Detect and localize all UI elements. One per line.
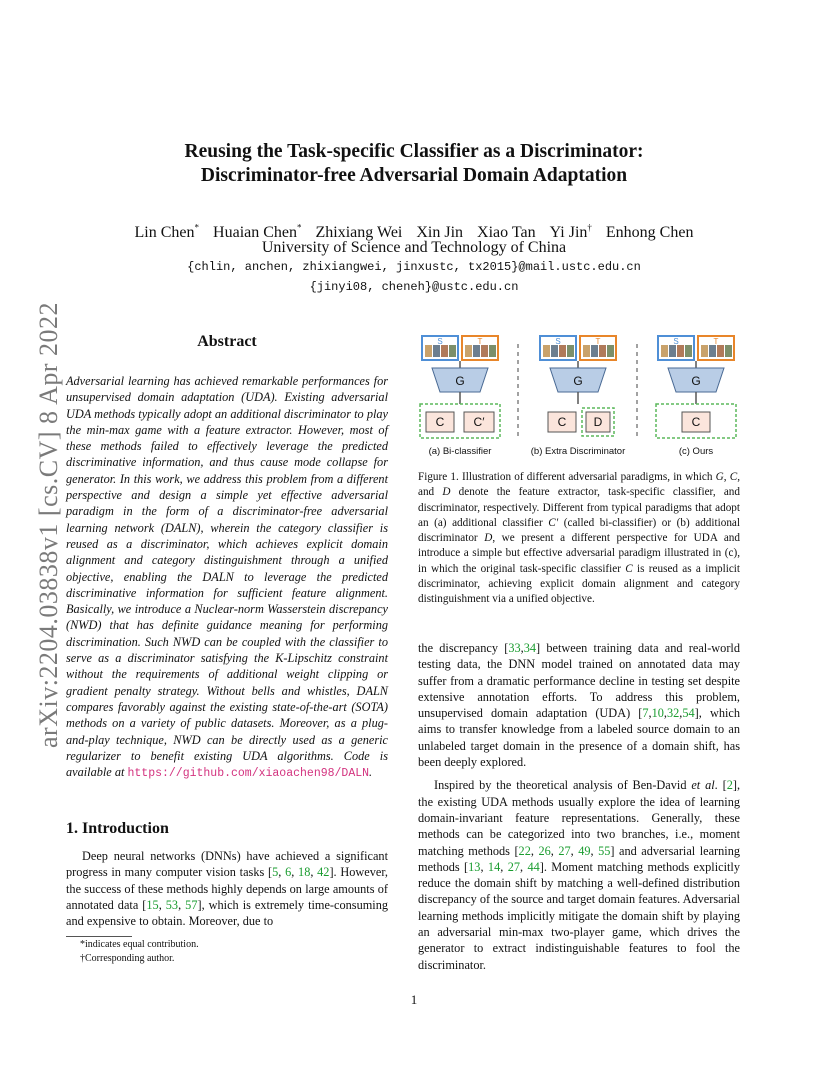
text-run: , xyxy=(519,859,528,874)
thumbnail-image xyxy=(425,345,432,357)
math-symbol: D xyxy=(442,486,451,499)
title-line-2: Discriminator-free Adversarial Domain Adaptation xyxy=(200,165,628,186)
text-run: (called bi-classifier) or (b) additional discriminator xyxy=(418,516,740,545)
text-run: , xyxy=(723,471,730,483)
thumbnail-image xyxy=(567,345,574,357)
citation-link[interactable]: 44 xyxy=(527,859,540,874)
text-run: ], the existing UDA methods usually explore the idea of learning domain-invariant feature representations. Generally, these methods can be categorized into two branches, i.e., moment matching methods [ xyxy=(418,778,741,858)
panel-a xyxy=(420,336,500,457)
arxiv-id: arXiv:2204.03838v1 [cs.CV] 8 Apr 2022 xyxy=(34,301,63,749)
text-run: , xyxy=(550,843,559,858)
author-mark: * xyxy=(297,223,302,233)
text-run: , xyxy=(480,859,488,874)
author-mark: * xyxy=(194,223,200,233)
generator-label: G xyxy=(455,374,465,388)
author-name: Yi Jin† xyxy=(549,223,592,242)
text-run: the discrepancy [ xyxy=(418,641,509,655)
text-run: ], which aims to transfer knowledge from a labeled source domain to an unlabeled target domain in the presence of a domain shift, has been deeply explored. xyxy=(418,706,741,770)
text-run: Inspired by the theoretical analysis of Ben-David xyxy=(434,778,692,793)
affiliation: University of Science and Technology of China xyxy=(261,239,567,256)
abstract-heading: Abstract xyxy=(197,333,257,350)
citation-link[interactable]: 54 xyxy=(682,706,695,721)
text-run: , xyxy=(520,641,524,655)
text-run: , we present a different perspective for UDA and introduce a simple but effective adversarial paradigm illustrated in (c), in which the original task-specific classifier xyxy=(418,532,740,575)
thumbnail-image xyxy=(677,345,684,357)
text-run: Deep neural networks (DNNs) have achieved a significant progress in many computer vision tasks [ xyxy=(66,849,388,880)
title-line-1: Reusing the Task-specific Classifier as a Discriminator: xyxy=(184,141,644,162)
classifier-prime-label: C′ xyxy=(473,415,485,429)
paragraph-discrepancy xyxy=(418,640,740,770)
citation-link[interactable]: 15 xyxy=(146,897,159,912)
citation-link[interactable]: 33 xyxy=(508,641,521,655)
citation-link[interactable]: 2 xyxy=(726,778,733,793)
thumbnail-image xyxy=(717,345,724,357)
thumbnail-image xyxy=(701,345,708,357)
subfigure-caption: (c) Ours xyxy=(678,446,714,457)
footnote-equal: *indicates equal contribution. xyxy=(80,939,199,950)
text-run: denote the feature extractor, task-specific classifier, and discriminator, respectively. Different from typical paradigms that adopt an (a) additional classifier xyxy=(418,486,740,529)
thumbnail-image xyxy=(441,345,448,357)
text-run: , xyxy=(158,897,166,912)
author-mark: † xyxy=(587,223,592,233)
target-domain-box-label: T xyxy=(595,337,601,346)
math-symbol: G xyxy=(715,471,724,483)
citation-link[interactable]: 49 xyxy=(578,843,591,858)
citation-link[interactable]: 22 xyxy=(518,843,531,858)
thumbnail-image xyxy=(591,345,598,357)
thumbnail-image xyxy=(661,345,668,357)
text-run: ] between training data and real-world testing data, the DNN model trained on annotated data may suffer from a dramatic performance decline in testing set despite extensive annotation efforts. To address this problem, unsupervised domain adaptation (UDA) [ xyxy=(418,641,740,721)
thumbnail-image xyxy=(725,345,732,357)
text-run: , xyxy=(530,843,539,858)
thumbnail-image xyxy=(607,345,614,357)
math-symbol: C xyxy=(625,562,633,575)
discriminator-label: D xyxy=(593,415,603,429)
page-number: 1 xyxy=(410,992,418,1007)
citation-link[interactable]: 27 xyxy=(558,843,571,858)
paper-title xyxy=(100,140,728,188)
text-run: ] and adversarial learning methods [ xyxy=(418,843,741,874)
citation-link[interactable]: 34 xyxy=(523,641,536,655)
source-domain-box-label: S xyxy=(555,337,561,346)
text-run: , xyxy=(570,843,579,858)
arxiv-stamp xyxy=(34,290,64,760)
thumbnail-image xyxy=(489,345,496,357)
thumbnail-image xyxy=(583,345,590,357)
text-run: , xyxy=(178,897,186,912)
abstract-text: Adversarial learning has achieved remarkable performances for unsupervised domain adaptation (UDA). Existing adversarial UDA methods typically adopt an additional discriminator to play the min-max game with a feature extractor. However, most of these methods failed to effectively leverage the predicted discriminative information, and thus cause mode collapse for generator. In this work, we address this problem from a different perspective and design a simple yet effective adversarial paradigm in the form of a discriminator-free adversarial learning network (DALN), wherein the category classifier is reused as a discriminator, which achieves explicit domain alignment and category distinguishment through a unified objective, enabling the DALN to leverage the predicted discriminative information for sufficient feature alignment. Basically, we introduce a Nuclear-norm Wasserstein discrepancy (NWD) that has definite guidance meaning for performing discrimination. Such NWD can be coupled with the classifier to serve as a discriminator satisfying the K-Lipschitz constraint without the requirements of additional weight clipping or gradient penalty strategy. Without bells and whistles, DALN compares favorably against the existing state-of-the-art (SOTA) methods on a variety of public datasets. Moreover, as a plug-and-play technique, NWD can be directly used as a generic regularizer to benefit existing UDA algorithms. Code is available at xyxy=(66,374,388,780)
author-name: Xin Jin xyxy=(416,224,464,242)
panel-c xyxy=(656,336,736,457)
right-column-body xyxy=(418,640,740,973)
thumbnail-image xyxy=(449,345,456,357)
thumbnail-image xyxy=(543,345,550,357)
text-run: ]. Moment matching methods explicitly reduce the domain shift by matching a well-defined distribution discrepancy of the source and target domain features. Adversarial learning methods implicitly mitigate the domain shift by playing an adversarial min-max two-player game, which drives the generator to extract indistinguishable features to fool the discriminator. xyxy=(418,859,741,972)
citation-link[interactable]: 27 xyxy=(507,859,520,874)
text-run: , xyxy=(310,865,318,880)
subfigure-caption: (a) Bi-classifier xyxy=(428,446,492,457)
figure-1-caption xyxy=(418,470,740,608)
thumbnail-image xyxy=(709,345,716,357)
code-suffix: . xyxy=(369,765,373,780)
source-domain-box-label: S xyxy=(673,337,679,346)
math-symbol: C xyxy=(729,471,738,483)
abstract-body xyxy=(66,373,388,782)
math-symbol: et al xyxy=(691,778,715,793)
email-line-1: {chlin, anchen, zhixiangwei, jinxustc, tx2015}@mail.ustc.edu.cn xyxy=(187,260,641,274)
thumbnail-image xyxy=(685,345,692,357)
intro-heading: 1. Introduction xyxy=(66,820,169,837)
thumbnail-image xyxy=(551,345,558,357)
classifier-label: C xyxy=(557,415,567,429)
intro-text xyxy=(66,848,388,929)
subfigure-caption: (b) Extra Discriminator xyxy=(530,446,626,457)
target-domain-box-label: T xyxy=(713,337,719,346)
target-domain-box-label: T xyxy=(477,337,483,346)
text-run: , xyxy=(648,706,652,721)
text-run: , xyxy=(278,865,286,880)
citation-link[interactable]: 42 xyxy=(317,865,330,880)
text-run: ], which is extremely time-consuming and expensive to obtain. Moreover, due to xyxy=(66,897,388,929)
author-name: Xiao Tan xyxy=(477,224,536,242)
citation-link[interactable]: 7 xyxy=(642,706,649,721)
paragraph-inspired xyxy=(418,777,740,973)
footnote-corresponding: †Corresponding author. xyxy=(80,953,175,964)
text-run: , xyxy=(291,865,299,880)
author-name: Enhong Chen xyxy=(605,224,694,242)
code-link[interactable]: https://github.com/xiaoachen98/DALN xyxy=(127,767,370,781)
text-run: , xyxy=(590,843,599,858)
thumbnail-image xyxy=(465,345,472,357)
citation-link[interactable]: 14 xyxy=(487,859,501,874)
author-name: Huaian Chen* xyxy=(213,223,302,242)
text-run: , xyxy=(679,706,683,721)
intro-paragraph xyxy=(66,848,388,929)
email-line-2: {jinyi08, cheneh}@ustc.edu.cn xyxy=(309,280,519,294)
panel-b xyxy=(531,336,626,457)
footnotes xyxy=(80,938,199,966)
citation-link[interactable]: 13 xyxy=(468,859,481,874)
math-symbol: C′ xyxy=(548,516,559,529)
citation-link[interactable]: 5 xyxy=(272,865,279,880)
citation-link[interactable]: 6 xyxy=(285,865,292,880)
thumbnail-image xyxy=(669,345,676,357)
text-run: Figure 1. Illustration of different adversarial paradigms, in which xyxy=(418,471,716,483)
citation-link[interactable]: 10 xyxy=(651,706,664,721)
citation-link[interactable]: 53 xyxy=(165,897,179,912)
generator-label: G xyxy=(573,374,583,388)
thumbnail-image xyxy=(599,345,606,357)
citation-link[interactable]: 26 xyxy=(538,843,551,858)
citation-link[interactable]: 57 xyxy=(185,897,198,912)
generator-label: G xyxy=(691,374,701,388)
citation-link[interactable]: 18 xyxy=(298,865,311,880)
text-run: . [ xyxy=(714,778,727,793)
citation-link[interactable]: 55 xyxy=(598,843,611,858)
figure-1 xyxy=(418,330,740,460)
author-name: Lin Chen* xyxy=(134,223,200,242)
text-run: is reused as a implicit discriminator, achieving explicit domain alignment and category distinguishment via a unified objective. xyxy=(418,562,741,606)
text-run: ]. However, the success of these methods highly depends on large amounts of annotated data [ xyxy=(66,865,388,912)
math-symbol: D xyxy=(484,532,493,545)
source-domain-box-label: S xyxy=(437,337,443,346)
author-name: Zhixiang Wei xyxy=(315,224,403,242)
thumbnail-image xyxy=(433,345,440,357)
classifier-label: C xyxy=(435,415,445,429)
classifier-label: C xyxy=(691,415,701,429)
text-run: , xyxy=(663,706,667,721)
thumbnail-image xyxy=(559,345,566,357)
text-run: , and xyxy=(418,471,740,499)
text-run: , xyxy=(500,859,508,874)
citation-link[interactable]: 32 xyxy=(667,706,680,721)
thumbnail-image xyxy=(481,345,488,357)
thumbnail-image xyxy=(473,345,480,357)
footnote-rule xyxy=(66,936,132,937)
